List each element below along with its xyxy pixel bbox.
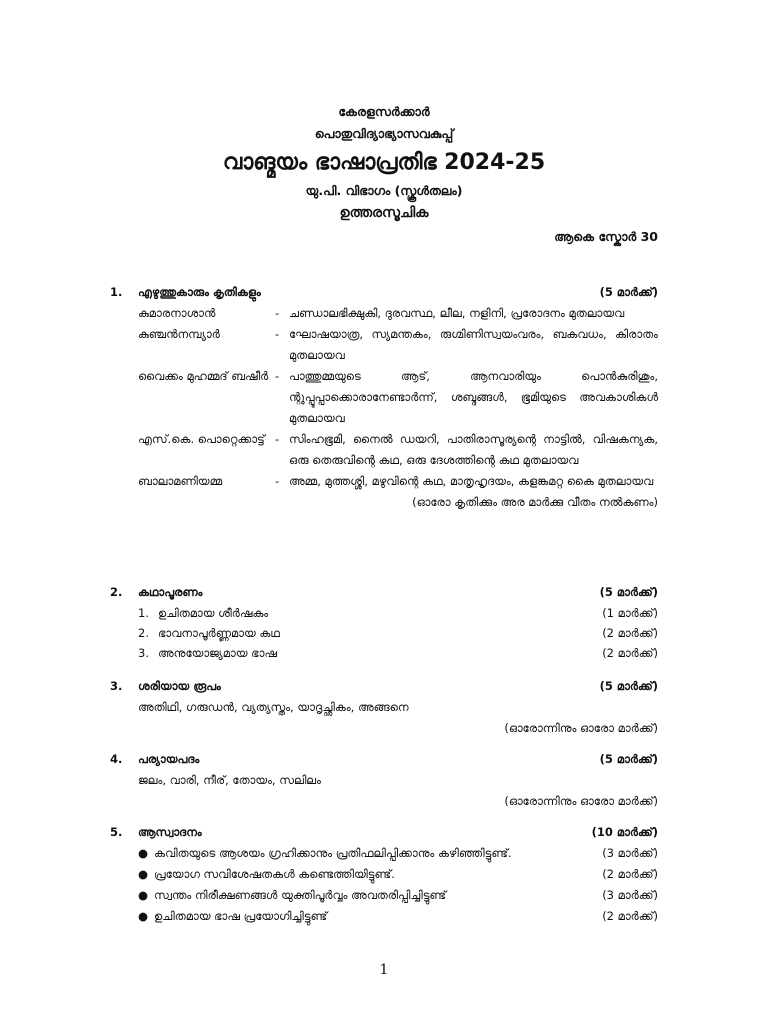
author-row [110,429,658,471]
dash: - [275,474,280,488]
author-row [110,303,658,324]
bullet-icon: ● [138,888,149,902]
bullet-icon: ● [138,867,149,881]
criteria-bullet [110,906,658,927]
level-heading: യു.പി. വിഭാഗം (സ്കൂൾതലം) [305,183,463,198]
section-number: 1. [110,285,123,299]
dash: - [275,327,280,341]
section-4-header [110,749,658,770]
department-heading: പൊതുവിദ്യാഭ്യാസവകുപ്പ് [314,126,454,141]
answer-text: അതിഥി, ഗരുഡൻ, വ്യത്യസ്തം, യാദൃച്ഛികം, അങ്ങനെ [138,700,409,714]
item-text: പ്രയോഗ സവിശേഷതകൾ കണ്ടെത്തിയിട്ടുണ്ട്. [154,867,395,881]
section-marks: (5 മാർക്ക്) [599,679,658,693]
document-title: വാങ്മയം ഭാഷാപ്രതിഭ 2024-25 [222,150,546,175]
government-heading: കേരളസർക്കാർ [338,104,430,119]
author-name: ബാലാമണിയമ്മ [138,474,223,488]
bullet-icon: ● [138,909,149,923]
author-row [110,324,658,366]
dash: - [275,306,280,320]
section-title: ആസ്വാദനം [138,825,202,839]
section-number: 4. [110,752,123,766]
author-works: ഘോഷയാത്ര, സ്യമന്തകം, രുഗ്മിണിസ്വയംവരം, ബകവധം, കിരാതം മുതലായവ [289,327,658,362]
dash: - [275,369,280,383]
author-works: സിംഹഭൂമി, നൈൽ ഡയറി, പാതിരാസൂര്യന്റെ നാട്ടിൽ, വിഷകന്യക, ഒരു തെരുവിന്റെ കഥ, ഒരു ദേശത്തിന്റെ കഥ മുതലായവ [289,432,658,467]
marking-note: (ഓരോന്നിനും ഓരോ മാർക്ക്) [504,721,658,735]
section-number: 5. [110,825,123,839]
section-3 [110,676,658,739]
item-marks: (2 മാർക്ക്) [602,646,658,660]
section-5-header [110,822,658,843]
author-name: വൈക്കം മുഹമ്മദ് ബഷീർ [138,369,269,383]
section-title: എഴുത്തുകാരും കൃതികളും [138,285,261,299]
section-marks: (5 മാർക്ക്) [599,752,658,766]
item-marks: (2 മാർക്ക്) [602,867,658,881]
author-works: ചണ്ഡാലഭിക്ഷുകി, ദുരവസ്ഥ, ലീല, നളിനി, പ്രരോദനം മുതലായവ [289,306,625,320]
item-marks: (2 മാർക്ക്) [602,909,658,923]
section-marks: (10 മാർക്ക്) [591,825,658,839]
section-title: കഥാപൂരണം [138,585,203,599]
page-number: 1 [379,962,389,978]
marking-note: (ഓരോന്നിനും ഓരോ മാർക്ക്) [504,794,658,808]
criteria-bullet [110,864,658,885]
section-5 [110,822,658,927]
criteria-item [110,623,658,643]
section-title: പര്യായപദം [138,752,200,766]
criteria-item [110,603,658,623]
section-number: 2. [110,585,123,599]
item-text: ഭാവനാപൂർണ്ണമായ കഥ [158,626,280,640]
criteria-bullet [110,885,658,906]
criteria-item [110,643,658,663]
section-marks: (5 മാർക്ക്) [599,285,658,299]
answer-key-heading: ഉത്തരസൂചിക [339,205,429,221]
section-1-header [110,282,658,303]
item-number: 3. [138,646,149,660]
author-works: പാത്തുമ്മയുടെ ആട്, ആനവാരിയും പൊൻകുരിശും, ന്റുപ്പൂപ്പാക്കൊരാനേണ്ടാർന്ന്, ശബ്ദങ്ങൾ, ഭൂമിയുടെ അവകാശികൾ മുതലായവ [289,369,658,425]
section-number: 3. [110,679,123,693]
item-marks: (2 മാർക്ക്) [602,626,658,640]
total-score: ആകെ സ്കോർ 30 [554,229,658,244]
item-number: 2. [138,626,149,640]
section-1 [110,282,658,513]
marking-note: (ഓരോ കൃതിക്കും അര മാർക്കു വീതം നൽകണം) [412,495,658,509]
item-number: 1. [138,606,149,620]
item-text: അനുയോജ്യമായ ഭാഷ [158,646,278,660]
section-marks: (5 മാർക്ക്) [599,585,658,599]
author-name: കുമാരനാശാൻ [138,306,216,320]
item-text: കവിതയുടെ ആശയം ഗ്രഹിക്കാനും പ്രതിഫലിപ്പിക്കാനും കഴിഞ്ഞിട്ടുണ്ട്. [154,846,512,860]
item-text: സ്വന്തം നിരീക്ഷണങ്ങൾ യുക്തിപൂർവ്വം അവതരിപ്പിച്ചിട്ടുണ്ട് [154,888,447,902]
section-2 [110,582,658,663]
author-row [110,366,658,429]
section-2-header [110,582,658,603]
item-text: ഉചിതമായ ഭാഷ പ്രയോഗിച്ചിട്ടുണ്ട് [154,909,328,923]
author-row [110,471,658,492]
section-3-header [110,676,658,697]
item-marks: (3 മാർക്ക്) [602,846,658,860]
dash: - [275,432,280,446]
section-title: ശരിയായ രൂപം [138,679,221,693]
answer-text: ജലം, വാരി, നീര്, തോയം, സലിലം [138,773,321,787]
author-name: കുഞ്ചൻനമ്പ്യാർ [138,327,220,341]
bullet-icon: ● [138,846,149,860]
criteria-bullet [110,843,658,864]
item-marks: (3 മാർക്ക്) [602,888,658,902]
author-works: അമ്മ, മുത്തശ്ശി, മഴുവിന്റെ കഥ, മാതൃഹൃദയം, കളങ്കമറ്റ കൈ മുതലായവ [289,474,654,488]
item-text: ഉചിതമായ ശീർഷകം [158,606,269,620]
author-name: എസ്.കെ. പൊറ്റെക്കാട്ട് [138,432,265,446]
item-marks: (1 മാർക്ക്) [602,606,658,620]
section-4 [110,749,658,812]
